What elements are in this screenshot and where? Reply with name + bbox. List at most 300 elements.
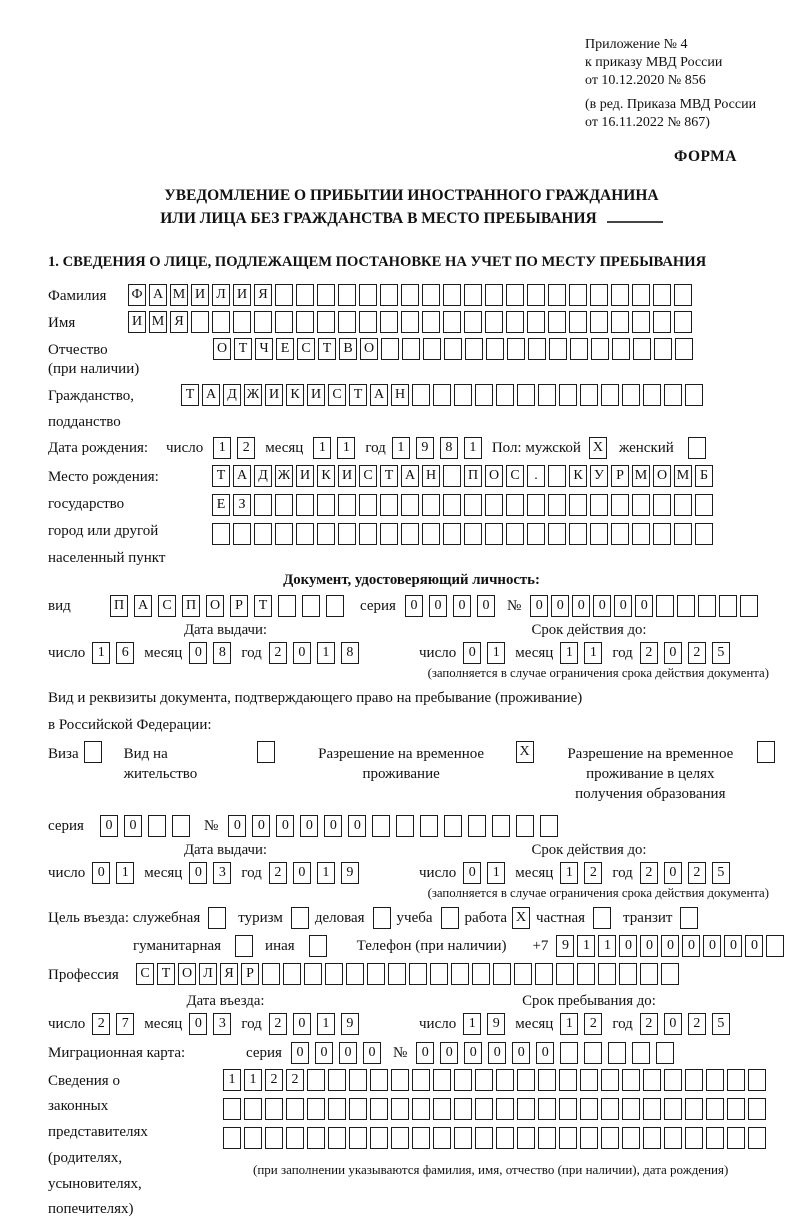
char-cell[interactable]: М: [170, 284, 188, 306]
char-cell[interactable]: 0: [477, 595, 495, 617]
char-cell[interactable]: 5: [712, 642, 730, 664]
char-cell[interactable]: [485, 284, 503, 306]
char-cell[interactable]: О: [653, 465, 671, 487]
char-cell[interactable]: 0: [339, 1042, 357, 1064]
char-cell[interactable]: [223, 1127, 241, 1149]
char-cell[interactable]: [286, 1098, 304, 1120]
char-cell[interactable]: И: [191, 284, 209, 306]
char-cell[interactable]: [569, 311, 587, 333]
char-cell[interactable]: [527, 311, 545, 333]
char-cell[interactable]: [632, 494, 650, 516]
char-cell[interactable]: [619, 963, 637, 985]
char-cell[interactable]: П: [464, 465, 482, 487]
char-cell[interactable]: [675, 338, 693, 360]
char-cell[interactable]: 0: [488, 1042, 506, 1064]
char-cell[interactable]: Т: [181, 384, 199, 406]
char-cell[interactable]: О: [178, 963, 196, 985]
char-cell[interactable]: [423, 338, 441, 360]
char-cell[interactable]: 0: [593, 595, 611, 617]
char-cell[interactable]: [443, 523, 461, 545]
char-cell[interactable]: [317, 284, 335, 306]
char-cell[interactable]: [454, 1098, 472, 1120]
char-cell[interactable]: [412, 1069, 430, 1091]
char-cell[interactable]: Ч: [255, 338, 273, 360]
char-cell[interactable]: 2: [688, 1013, 706, 1035]
char-cell[interactable]: [569, 523, 587, 545]
char-cell[interactable]: [307, 1069, 325, 1091]
char-cell[interactable]: Т: [212, 465, 230, 487]
char-cell[interactable]: [380, 494, 398, 516]
char-cell[interactable]: [465, 338, 483, 360]
char-cell[interactable]: [372, 815, 390, 837]
char-cell[interactable]: 0: [293, 642, 311, 664]
char-cell[interactable]: 2: [640, 862, 658, 884]
char-cell[interactable]: [549, 338, 567, 360]
char-cell[interactable]: [570, 338, 588, 360]
char-cell[interactable]: [254, 494, 272, 516]
char-cell[interactable]: 0: [682, 935, 700, 957]
char-cell[interactable]: [706, 1127, 724, 1149]
char-cell[interactable]: [664, 1127, 682, 1149]
char-cell[interactable]: 2: [92, 1013, 110, 1035]
char-cell[interactable]: Р: [611, 465, 629, 487]
char-cell[interactable]: [265, 1127, 283, 1149]
char-cell[interactable]: [296, 494, 314, 516]
char-cell[interactable]: 1: [213, 437, 231, 459]
char-cell[interactable]: П: [110, 595, 128, 617]
char-cell[interactable]: [486, 338, 504, 360]
char-cell[interactable]: 9: [487, 1013, 505, 1035]
char-cell[interactable]: [359, 284, 377, 306]
char-cell[interactable]: Р: [241, 963, 259, 985]
char-cell[interactable]: Т: [349, 384, 367, 406]
char-cell[interactable]: [370, 1069, 388, 1091]
char-cell[interactable]: 2: [269, 862, 287, 884]
char-cell[interactable]: [664, 1098, 682, 1120]
char-cell[interactable]: [338, 284, 356, 306]
char-cell[interactable]: [296, 523, 314, 545]
visa-checkbox[interactable]: [84, 741, 102, 763]
char-cell[interactable]: [349, 1069, 367, 1091]
char-cell[interactable]: 1: [598, 935, 616, 957]
char-cell[interactable]: [601, 1098, 619, 1120]
char-cell[interactable]: [233, 523, 251, 545]
char-cell[interactable]: [359, 494, 377, 516]
char-cell[interactable]: [685, 1069, 703, 1091]
char-cell[interactable]: Б: [695, 465, 713, 487]
char-cell[interactable]: [653, 284, 671, 306]
char-cell[interactable]: [633, 338, 651, 360]
char-cell[interactable]: [632, 311, 650, 333]
char-cell[interactable]: 0: [291, 1042, 309, 1064]
char-cell[interactable]: [444, 338, 462, 360]
char-cell[interactable]: З: [233, 494, 251, 516]
char-cell[interactable]: [275, 523, 293, 545]
char-cell[interactable]: 0: [348, 815, 366, 837]
char-cell[interactable]: [359, 523, 377, 545]
char-cell[interactable]: 1: [392, 437, 410, 459]
char-cell[interactable]: [559, 1069, 577, 1091]
char-cell[interactable]: А: [202, 384, 220, 406]
char-cell[interactable]: [496, 1069, 514, 1091]
char-cell[interactable]: [590, 523, 608, 545]
char-cell[interactable]: Ж: [275, 465, 293, 487]
char-cell[interactable]: [569, 494, 587, 516]
char-cell[interactable]: [391, 1127, 409, 1149]
char-cell[interactable]: [212, 523, 230, 545]
char-cell[interactable]: [401, 523, 419, 545]
char-cell[interactable]: 1: [337, 437, 355, 459]
char-cell[interactable]: [706, 1098, 724, 1120]
char-cell[interactable]: [254, 311, 272, 333]
char-cell[interactable]: Т: [234, 338, 252, 360]
char-cell[interactable]: 0: [293, 1013, 311, 1035]
char-cell[interactable]: [590, 494, 608, 516]
char-cell[interactable]: Ж: [244, 384, 262, 406]
char-cell[interactable]: [317, 311, 335, 333]
char-cell[interactable]: И: [128, 311, 146, 333]
char-cell[interactable]: [506, 523, 524, 545]
char-cell[interactable]: 3: [213, 862, 231, 884]
char-cell[interactable]: И: [233, 284, 251, 306]
char-cell[interactable]: [674, 494, 692, 516]
purpose-study-checkbox[interactable]: [441, 907, 459, 929]
char-cell[interactable]: [328, 1098, 346, 1120]
char-cell[interactable]: [454, 1127, 472, 1149]
char-cell[interactable]: 0: [463, 862, 481, 884]
char-cell[interactable]: Я: [170, 311, 188, 333]
char-cell[interactable]: [475, 1098, 493, 1120]
char-cell[interactable]: 0: [453, 595, 471, 617]
char-cell[interactable]: [283, 963, 301, 985]
char-cell[interactable]: Я: [254, 284, 272, 306]
char-cell[interactable]: [412, 1098, 430, 1120]
char-cell[interactable]: [349, 1127, 367, 1149]
char-cell[interactable]: 0: [293, 862, 311, 884]
char-cell[interactable]: [451, 963, 469, 985]
char-cell[interactable]: [325, 963, 343, 985]
char-cell[interactable]: Д: [254, 465, 272, 487]
char-cell[interactable]: 3: [213, 1013, 231, 1035]
char-cell[interactable]: М: [632, 465, 650, 487]
char-cell[interactable]: [548, 494, 566, 516]
char-cell[interactable]: [422, 494, 440, 516]
residence-permit-checkbox[interactable]: [257, 741, 275, 763]
char-cell[interactable]: 2: [265, 1069, 283, 1091]
char-cell[interactable]: [485, 494, 503, 516]
char-cell[interactable]: 1: [116, 862, 134, 884]
char-cell[interactable]: 1: [223, 1069, 241, 1091]
char-cell[interactable]: 0: [724, 935, 742, 957]
char-cell[interactable]: [591, 338, 609, 360]
char-cell[interactable]: 0: [324, 815, 342, 837]
char-cell[interactable]: [401, 311, 419, 333]
char-cell[interactable]: А: [370, 384, 388, 406]
char-cell[interactable]: Ф: [128, 284, 146, 306]
char-cell[interactable]: 1: [92, 642, 110, 664]
char-cell[interactable]: 2: [640, 642, 658, 664]
char-cell[interactable]: 0: [551, 595, 569, 617]
char-cell[interactable]: 0: [619, 935, 637, 957]
char-cell[interactable]: [338, 523, 356, 545]
char-cell[interactable]: Е: [212, 494, 230, 516]
char-cell[interactable]: [548, 523, 566, 545]
purpose-tourism-checkbox[interactable]: [291, 907, 309, 929]
char-cell[interactable]: [727, 1127, 745, 1149]
char-cell[interactable]: [535, 963, 553, 985]
sex-male-checkbox[interactable]: X: [589, 437, 607, 459]
char-cell[interactable]: 1: [487, 642, 505, 664]
char-cell[interactable]: [464, 523, 482, 545]
char-cell[interactable]: 0: [664, 1013, 682, 1035]
char-cell[interactable]: [685, 1098, 703, 1120]
char-cell[interactable]: [674, 523, 692, 545]
char-cell[interactable]: [538, 1069, 556, 1091]
char-cell[interactable]: [265, 1098, 283, 1120]
char-cell[interactable]: Д: [223, 384, 241, 406]
char-cell[interactable]: С: [506, 465, 524, 487]
char-cell[interactable]: 1: [560, 862, 578, 884]
purpose-work-checkbox[interactable]: X: [512, 907, 530, 929]
char-cell[interactable]: [748, 1127, 766, 1149]
char-cell[interactable]: [556, 963, 574, 985]
char-cell[interactable]: 0: [429, 595, 447, 617]
char-cell[interactable]: 2: [688, 642, 706, 664]
char-cell[interactable]: [685, 1127, 703, 1149]
char-cell[interactable]: Р: [230, 595, 248, 617]
char-cell[interactable]: 0: [530, 595, 548, 617]
char-cell[interactable]: [559, 1127, 577, 1149]
char-cell[interactable]: [740, 595, 758, 617]
char-cell[interactable]: [464, 284, 482, 306]
char-cell[interactable]: [643, 1127, 661, 1149]
char-cell[interactable]: 0: [189, 862, 207, 884]
char-cell[interactable]: [653, 311, 671, 333]
char-cell[interactable]: В: [339, 338, 357, 360]
char-cell[interactable]: [517, 384, 535, 406]
char-cell[interactable]: 0: [464, 1042, 482, 1064]
char-cell[interactable]: С: [158, 595, 176, 617]
char-cell[interactable]: [367, 963, 385, 985]
char-cell[interactable]: [559, 1098, 577, 1120]
char-cell[interactable]: [328, 1069, 346, 1091]
char-cell[interactable]: [317, 494, 335, 516]
char-cell[interactable]: 7: [116, 1013, 134, 1035]
char-cell[interactable]: [191, 311, 209, 333]
char-cell[interactable]: [275, 311, 293, 333]
char-cell[interactable]: [517, 1069, 535, 1091]
char-cell[interactable]: [307, 1127, 325, 1149]
temp-residence-checkbox[interactable]: X: [516, 741, 534, 763]
char-cell[interactable]: 0: [276, 815, 294, 837]
char-cell[interactable]: 8: [213, 642, 231, 664]
char-cell[interactable]: [516, 815, 534, 837]
char-cell[interactable]: Н: [422, 465, 440, 487]
char-cell[interactable]: О: [213, 338, 231, 360]
char-cell[interactable]: [580, 384, 598, 406]
char-cell[interactable]: [584, 1042, 602, 1064]
char-cell[interactable]: 0: [252, 815, 270, 837]
char-cell[interactable]: [580, 1127, 598, 1149]
char-cell[interactable]: [517, 1127, 535, 1149]
char-cell[interactable]: 1: [317, 642, 335, 664]
char-cell[interactable]: [412, 384, 430, 406]
char-cell[interactable]: [148, 815, 166, 837]
char-cell[interactable]: [612, 338, 630, 360]
char-cell[interactable]: 9: [556, 935, 574, 957]
char-cell[interactable]: К: [286, 384, 304, 406]
char-cell[interactable]: .: [527, 465, 545, 487]
char-cell[interactable]: [653, 494, 671, 516]
char-cell[interactable]: [514, 963, 532, 985]
char-cell[interactable]: М: [149, 311, 167, 333]
char-cell[interactable]: 0: [635, 595, 653, 617]
char-cell[interactable]: Л: [199, 963, 217, 985]
char-cell[interactable]: [548, 284, 566, 306]
char-cell[interactable]: [401, 284, 419, 306]
char-cell[interactable]: [468, 815, 486, 837]
char-cell[interactable]: [598, 963, 616, 985]
char-cell[interactable]: [580, 1098, 598, 1120]
char-cell[interactable]: К: [569, 465, 587, 487]
char-cell[interactable]: [698, 595, 716, 617]
char-cell[interactable]: [611, 284, 629, 306]
char-cell[interactable]: 0: [405, 595, 423, 617]
char-cell[interactable]: 1: [463, 1013, 481, 1035]
char-cell[interactable]: [420, 815, 438, 837]
char-cell[interactable]: [233, 311, 251, 333]
char-cell[interactable]: 1: [577, 935, 595, 957]
char-cell[interactable]: [454, 1069, 472, 1091]
char-cell[interactable]: 0: [124, 815, 142, 837]
char-cell[interactable]: [695, 494, 713, 516]
char-cell[interactable]: [601, 1069, 619, 1091]
char-cell[interactable]: [254, 523, 272, 545]
char-cell[interactable]: [727, 1098, 745, 1120]
char-cell[interactable]: [492, 815, 510, 837]
char-cell[interactable]: 0: [640, 935, 658, 957]
char-cell[interactable]: [580, 1069, 598, 1091]
char-cell[interactable]: [622, 384, 640, 406]
char-cell[interactable]: 1: [244, 1069, 262, 1091]
char-cell[interactable]: [506, 284, 524, 306]
char-cell[interactable]: [328, 1127, 346, 1149]
char-cell[interactable]: [590, 284, 608, 306]
char-cell[interactable]: Л: [212, 284, 230, 306]
char-cell[interactable]: [302, 595, 320, 617]
char-cell[interactable]: [622, 1098, 640, 1120]
char-cell[interactable]: 0: [463, 642, 481, 664]
char-cell[interactable]: 1: [584, 642, 602, 664]
char-cell[interactable]: 1: [317, 862, 335, 884]
char-cell[interactable]: [654, 338, 672, 360]
char-cell[interactable]: 0: [614, 595, 632, 617]
char-cell[interactable]: [674, 284, 692, 306]
char-cell[interactable]: С: [297, 338, 315, 360]
char-cell[interactable]: [569, 284, 587, 306]
char-cell[interactable]: [538, 1098, 556, 1120]
char-cell[interactable]: [538, 1127, 556, 1149]
char-cell[interactable]: А: [149, 284, 167, 306]
char-cell[interactable]: П: [182, 595, 200, 617]
char-cell[interactable]: [493, 963, 511, 985]
char-cell[interactable]: [727, 1069, 745, 1091]
char-cell[interactable]: [496, 1098, 514, 1120]
char-cell[interactable]: [506, 494, 524, 516]
char-cell[interactable]: [622, 1127, 640, 1149]
char-cell[interactable]: [656, 595, 674, 617]
char-cell[interactable]: [766, 935, 784, 957]
char-cell[interactable]: [444, 815, 462, 837]
temp-residence-edu-checkbox[interactable]: [757, 741, 775, 763]
char-cell[interactable]: [528, 338, 546, 360]
char-cell[interactable]: [422, 523, 440, 545]
sex-female-checkbox[interactable]: [688, 437, 706, 459]
char-cell[interactable]: [632, 1042, 650, 1064]
purpose-other-checkbox[interactable]: [309, 935, 327, 957]
char-cell[interactable]: [601, 1127, 619, 1149]
char-cell[interactable]: 1: [487, 862, 505, 884]
char-cell[interactable]: 2: [584, 862, 602, 884]
char-cell[interactable]: [464, 494, 482, 516]
char-cell[interactable]: 8: [341, 642, 359, 664]
purpose-humanitarian-checkbox[interactable]: [235, 935, 253, 957]
char-cell[interactable]: [643, 1098, 661, 1120]
char-cell[interactable]: О: [485, 465, 503, 487]
char-cell[interactable]: [391, 1069, 409, 1091]
char-cell[interactable]: [380, 311, 398, 333]
char-cell[interactable]: [304, 963, 322, 985]
char-cell[interactable]: [433, 1098, 451, 1120]
char-cell[interactable]: [412, 1127, 430, 1149]
char-cell[interactable]: [601, 384, 619, 406]
char-cell[interactable]: 2: [269, 642, 287, 664]
char-cell[interactable]: [643, 384, 661, 406]
char-cell[interactable]: [475, 1127, 493, 1149]
char-cell[interactable]: [632, 284, 650, 306]
char-cell[interactable]: [748, 1069, 766, 1091]
char-cell[interactable]: Т: [318, 338, 336, 360]
char-cell[interactable]: [391, 1098, 409, 1120]
char-cell[interactable]: [475, 384, 493, 406]
char-cell[interactable]: [527, 494, 545, 516]
char-cell[interactable]: [380, 523, 398, 545]
char-cell[interactable]: [338, 311, 356, 333]
purpose-transit-checkbox[interactable]: [680, 907, 698, 929]
char-cell[interactable]: [538, 384, 556, 406]
char-cell[interactable]: 1: [560, 642, 578, 664]
char-cell[interactable]: [326, 595, 344, 617]
char-cell[interactable]: О: [206, 595, 224, 617]
char-cell[interactable]: [608, 1042, 626, 1064]
char-cell[interactable]: 2: [286, 1069, 304, 1091]
char-cell[interactable]: [640, 963, 658, 985]
char-cell[interactable]: [433, 1127, 451, 1149]
char-cell[interactable]: [548, 465, 566, 487]
char-cell[interactable]: 0: [536, 1042, 554, 1064]
char-cell[interactable]: [472, 963, 490, 985]
char-cell[interactable]: [317, 523, 335, 545]
char-cell[interactable]: 2: [584, 1013, 602, 1035]
char-cell[interactable]: [212, 311, 230, 333]
char-cell[interactable]: 1: [317, 1013, 335, 1035]
char-cell[interactable]: 0: [512, 1042, 530, 1064]
char-cell[interactable]: Н: [391, 384, 409, 406]
char-cell[interactable]: [396, 815, 414, 837]
char-cell[interactable]: [443, 284, 461, 306]
char-cell[interactable]: 9: [416, 437, 434, 459]
purpose-private-checkbox[interactable]: [593, 907, 611, 929]
